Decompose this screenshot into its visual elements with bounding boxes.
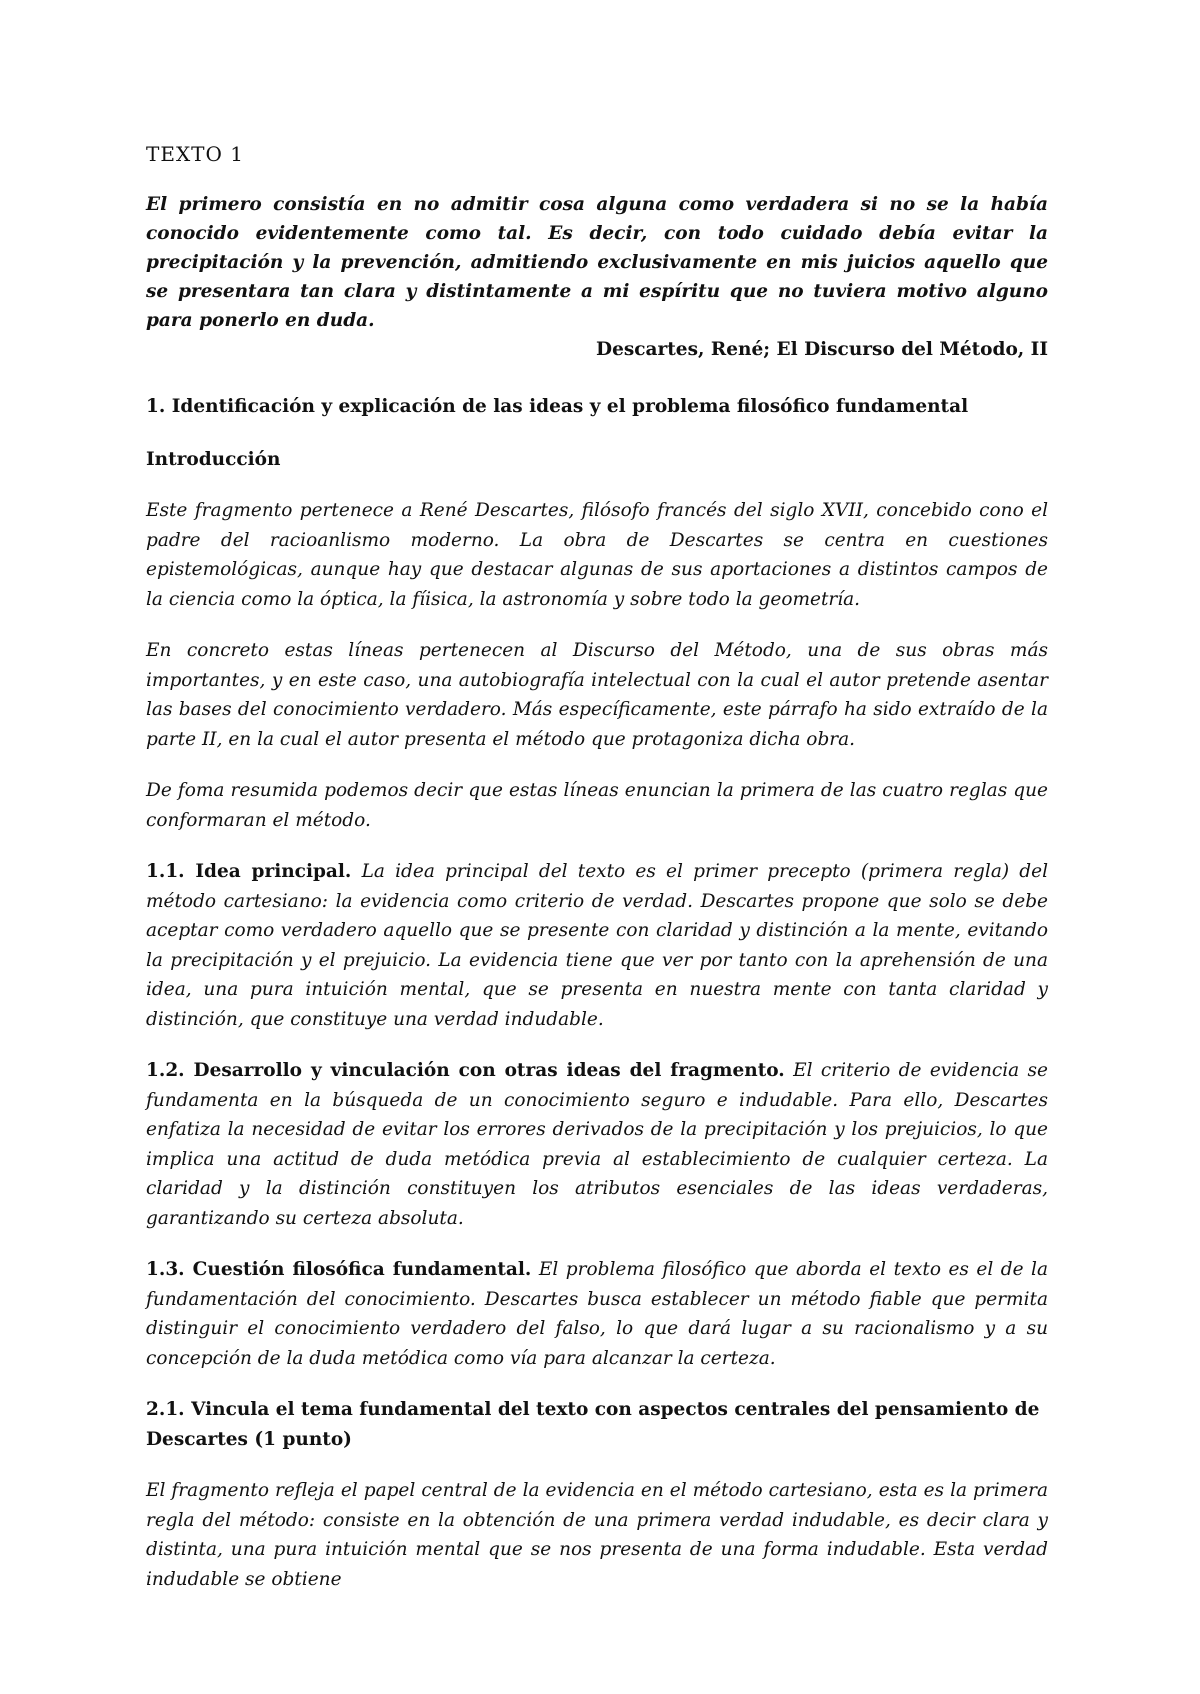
- quoted-passage: El primero consistía en no admitir cosa alguna como verdadera si no se la había conocido evidentemente como tal. Es decir, con todo cuidado debía evitar la precipitación y la prevención, admitiendo exclusivamente en mis juicios aquello que se presentara tan clara y distintamente a mi espíritu que no tuviera motivo alguno para ponerlo en duda.: [146, 194, 1048, 331]
- intro-paragraph: En concreto estas líneas pertenecen al Discurso del Método, una de sus obras más importantes, y en este caso, una autobiografía intelectual con la cual el autor pretende asentar las bases del conocimiento verdadero. Más específicamente, este párrafo ha sido extraído de la parte II, en la cual el autor presenta el método que protagoniza dicha obra.: [146, 640, 1048, 750]
- subsection-text: El criterio de evidencia se fundamenta en la búsqueda de un conocimiento seguro e indudable. Para ello, Descartes enfatiza la necesidad de evitar los errores derivados de la precipitación y los prejuicios, lo que implica una actitud de duda metódica previa al establecimiento de cualquier certeza. La claridad y la distinción constituyen los atributos esenciales de las ideas verdaderas, garantizando su certeza absoluta.: [146, 1060, 1048, 1229]
- subsection-label: 1.3. Cuestión filosófica fundamental.: [146, 1259, 532, 1280]
- section-heading-2: 2.1. Vincula el tema fundamental del texto con aspectos centrales del pensamiento de Descartes (1 punto): [146, 1399, 1040, 1450]
- subsection-philosophical-question: [146, 1255, 1048, 1373]
- subsection-text: El problema filosófico que aborda el texto es el de la fundamentación del conocimiento. Descartes busca establecer un método fiable que permita distinguir el conocimiento verdadero del falso, lo que dará lugar a su racionalismo y a su concepción de la duda metódica como vía para alcanzar la certeza.: [146, 1259, 1048, 1369]
- closing-paragraph: El fragmento refleja el papel central de la evidencia en el método cartesiano, esta es la primera regla del método: consiste en la obtención de una primera verdad indudable, es decir clara y distinta, una pura intuición mental que se nos presenta de una forma indudable. Esta verdad indudable se obtiene: [146, 1480, 1048, 1590]
- document-page: [146, 140, 1048, 1616]
- introduction-heading: Introducción: [146, 449, 281, 470]
- subsection-label: 1.2. Desarrollo y vinculación con otras ideas del fragmento.: [146, 1060, 785, 1081]
- intro-paragraph: De foma resumida podemos decir que estas líneas enuncian la primera de las cuatro reglas que conformaran el método.: [146, 780, 1048, 831]
- document-title: TEXTO 1: [146, 142, 244, 166]
- subsection-label: 1.1. Idea principal.: [146, 861, 352, 882]
- section-heading-1: 1. Identificación y explicación de las ideas y el problema filosófico fundamental: [146, 396, 969, 417]
- subsection-main-idea: [146, 857, 1048, 1034]
- quote-citation: Descartes, René; El Discurso del Método, II: [596, 339, 1048, 360]
- intro-paragraph: Este fragmento pertenece a René Descartes, filósofo francés del siglo XVII, concebido cono el padre del racioanlismo moderno. La obra de Descartes se centra en cuestiones epistemológicas, aunque hay que destacar algunas de sus aportaciones a distintos campos de la ciencia como la óptica, la fíisica, la astronomía y sobre todo la geometría.: [146, 500, 1048, 610]
- subsection-development: [146, 1056, 1048, 1233]
- subsection-text: La idea principal del texto es el primer precepto (primera regla) del método cartesiano: la evidencia como criterio de verdad. Descartes propone que solo se debe aceptar como verdadero aquello que se presente con claridad y distinción a la mente, evitando la precipitación y el prejuicio. La evidencia tiene que ver por tanto con la aprehensión de una idea, una pura intuición mental, que se presenta en nuestra mente con tanta claridad y distinción, que constituye una verdad indudable.: [146, 861, 1048, 1030]
